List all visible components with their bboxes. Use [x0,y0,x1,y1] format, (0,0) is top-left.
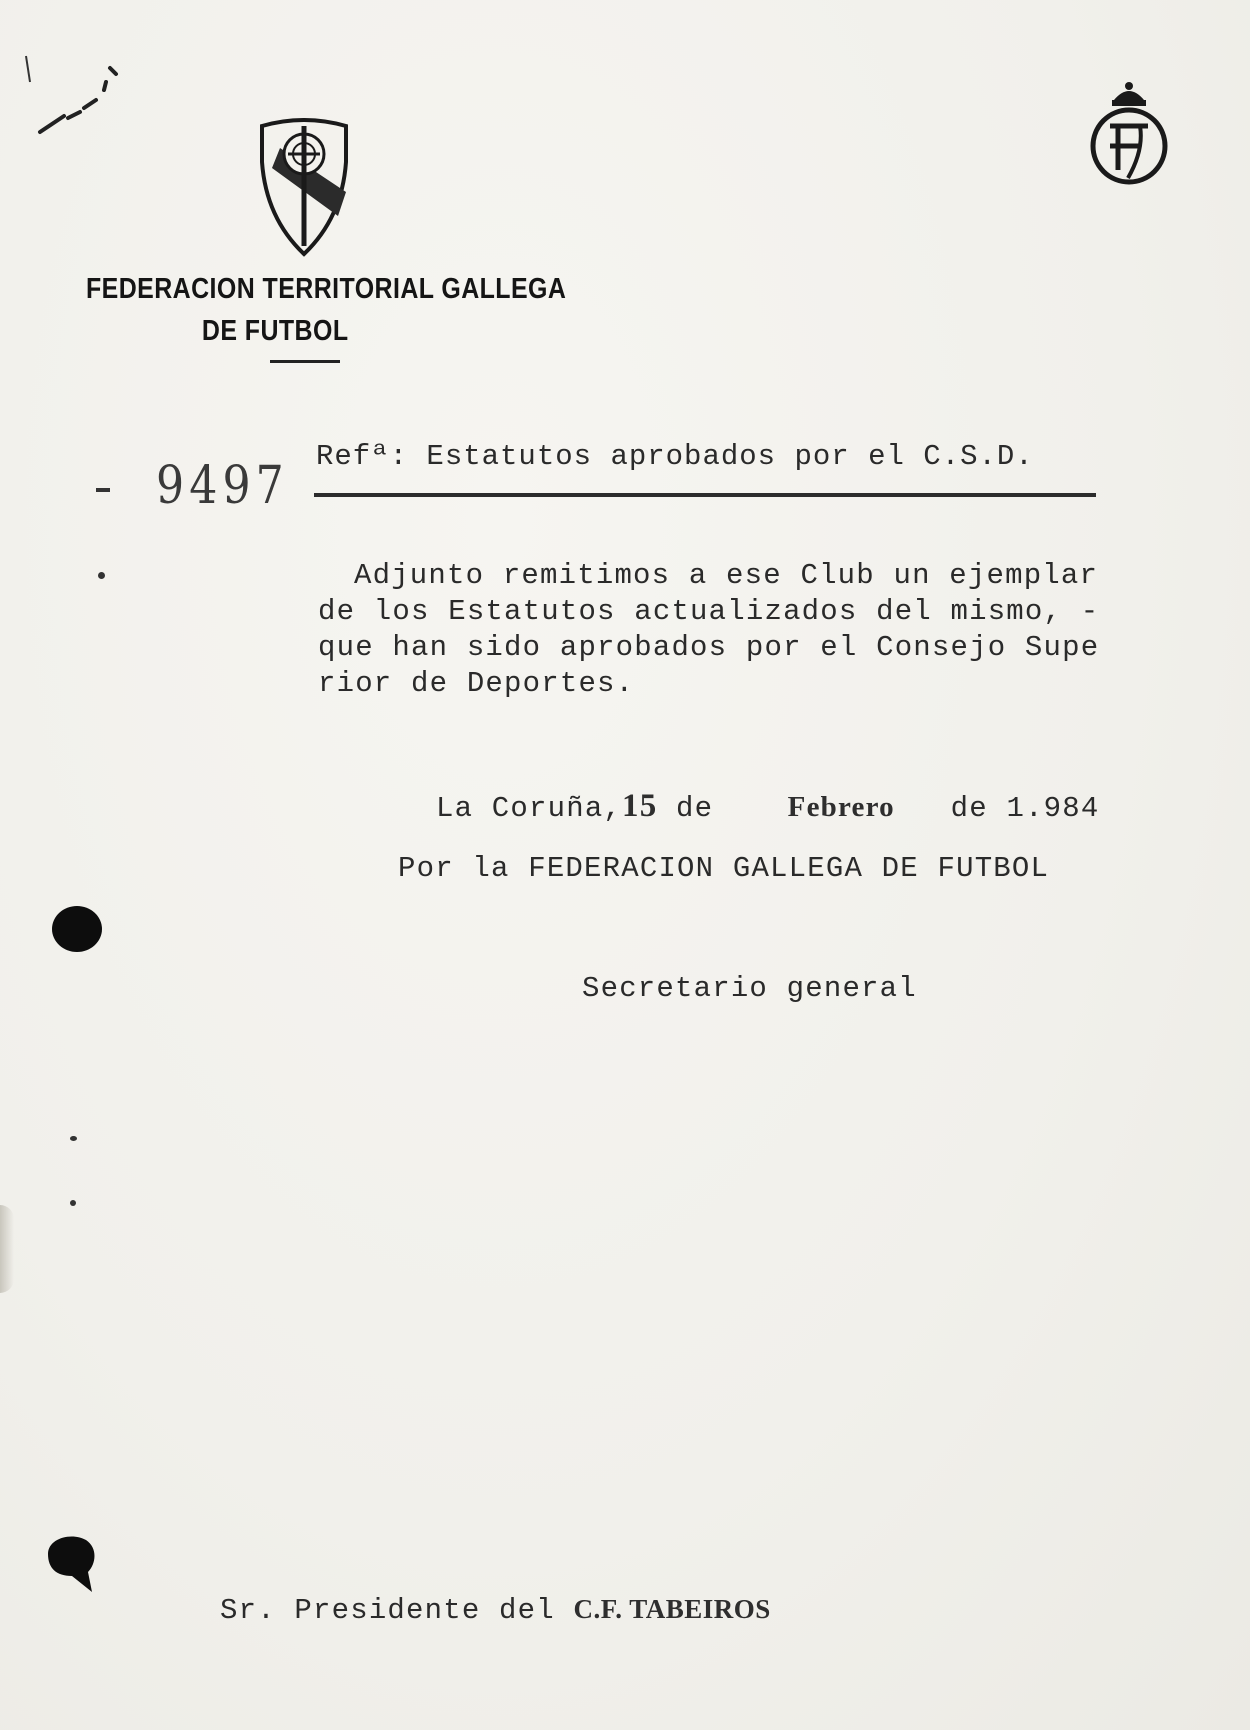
addressee-club: C.F. TABEIROS [573,1594,771,1624]
corner-scratch-marks [20,52,120,142]
date-month: Febrero [787,791,895,823]
ink-speck [98,572,105,579]
handwritten-registry-number: 9497 [156,456,289,516]
date-day: 15 [622,788,658,824]
date-connector: de [657,792,714,825]
ink-speck [70,1136,77,1141]
body-paragraph [318,558,1099,702]
handwritten-dash [96,488,110,492]
addressee-prefix: Sr. Presidente del [220,1594,574,1627]
signatory-title: Secretario general [582,972,917,1005]
on-behalf-line: Por la FEDERACION GALLEGA DE FUTBOL [398,852,1050,885]
date-place: La Coruña, [436,792,623,825]
body-line: que han sido aprobados por el Consejo Supe [318,631,1100,664]
body-line: rior de Deportes. [318,667,635,700]
body-line: de los Estatutos actualizados del mismo, - [318,595,1100,628]
body-line: Adjunto remitimos a ese Club un ejemplar [354,559,1099,592]
reference-line: Refª: Estatutos aprobados por el C.S.D. [316,440,1034,473]
date-line [436,788,1100,825]
organization-name-line-2: DE FUTBOL [201,315,349,347]
letterhead-rule [270,360,340,363]
punch-hole-lower [42,1532,102,1596]
royal-spanish-federation-crest-icon [1088,78,1170,190]
organization-name [86,268,567,352]
reference-underline [314,493,1096,497]
page-edge-shadow [0,1205,14,1293]
ink-speck [70,1200,76,1206]
organization-name-line-1: FEDERACION TERRITORIAL GALLEGA [86,273,567,305]
date-year: de 1.984 [950,792,1100,825]
punch-hole-upper [52,906,102,952]
addressee-line [220,1594,771,1627]
galician-federation-shield-icon [258,118,350,258]
